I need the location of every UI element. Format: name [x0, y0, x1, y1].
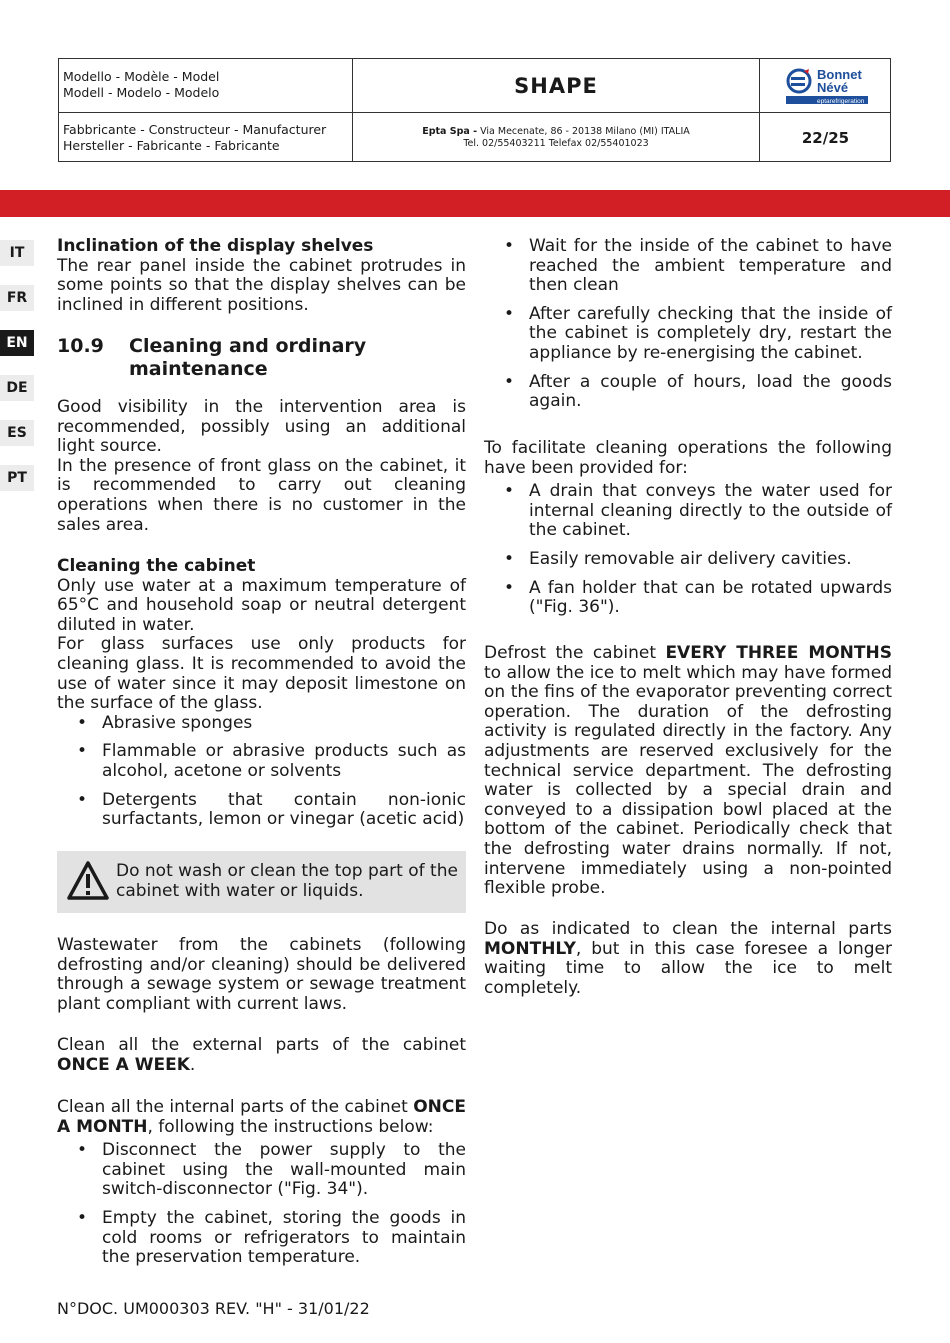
- intro-text: [57, 398, 466, 535]
- internal-text: Clean all the internal parts of the cabinet: [57, 1097, 414, 1117]
- list-item: • Wait for the inside of the cabinet to have reached the ambient temperature and then clean: [484, 237, 892, 296]
- company-address: Via Mecenate, 86 - 20138 Milano (MI) ITALIA: [480, 125, 690, 137]
- model-label: [63, 69, 219, 101]
- bonnet-neve-logo-icon: [760, 59, 891, 112]
- external-frequency: ONCE A WEEK: [57, 1054, 190, 1075]
- document-header: [58, 58, 891, 162]
- list-item: • Flammable or abrasive products such as alcohol, acetone or solvents: [57, 742, 466, 781]
- warning-icon: [66, 860, 110, 902]
- wastewater-text: Wastewater from the cabinets (following defrosting and/or cleaning) should be delivered through a sewage system or sewage treatment plant compliant with current laws.: [57, 935, 466, 1014]
- document-footer: N°DOC. UM000303 REV. "H" - 31/01/22: [57, 1299, 370, 1318]
- internal-frequency: ONCE A MONTH: [57, 1097, 466, 1137]
- company-contacts: Tel. 02/55403211 Telefax 02/55401023: [463, 137, 649, 149]
- cleaning-cabinet-section: [57, 557, 466, 830]
- cleaning-heading: Cleaning the cabinet: [57, 556, 256, 576]
- list-item: • Empty the cabinet, storing the goods in cold rooms or refrigerators to maintain the preservation temperature.: [57, 1209, 466, 1268]
- lang-tab-de[interactable]: DE: [0, 375, 34, 401]
- monthly-paragraph: [484, 920, 892, 998]
- model-name: SHAPE: [514, 73, 598, 98]
- manufacturer-label-line2: Hersteller - Fabricante - Fabricante: [63, 138, 280, 153]
- model-label-line1: Modello - Modèle - Model: [63, 69, 220, 84]
- monthly-text-end: , but in this case foresee a longer waiting time to allow the ice to melt completely.: [484, 938, 892, 998]
- list-item: • Abrasive sponges: [57, 714, 466, 734]
- front-glass-paragraph: In the presence of front glass on the cabinet, it is recommended to carry out cleaning operations when there is no customer in the sales area.: [57, 455, 466, 535]
- lang-tab-fr[interactable]: FR: [0, 285, 34, 311]
- section-number: 10.9: [57, 335, 104, 357]
- list-item: • After carefully checking that the inside of the cabinet is completely dry, restart the appliance by re-energising the cabinet.: [484, 305, 892, 364]
- section-heading: [57, 335, 466, 381]
- defrost-frequency: EVERY THREE MONTHS: [665, 643, 892, 663]
- svg-text:Névé: Névé: [817, 80, 849, 95]
- visibility-paragraph: Good visibility in the intervention area is recommended, possibly using an additional light source.: [57, 397, 466, 457]
- lang-tab-en[interactable]: EN: [0, 330, 34, 356]
- internal-steps-list: [57, 1141, 466, 1268]
- warning-text: Do not wash or clean the top part of the cabinet with water or liquids.: [116, 861, 458, 901]
- features-list: [484, 482, 892, 618]
- internal-cleaning-section: [57, 1098, 466, 1268]
- list-item: • Detergents that contain non-ionic surfactants, lemon or vinegar (acetic acid): [57, 791, 466, 830]
- monthly-text: Do as indicated to clean the internal parts: [484, 919, 892, 939]
- facilitate-section: [484, 439, 892, 618]
- external-text: Clean all the external parts of the cabinet: [57, 1035, 466, 1055]
- warning-box: [57, 851, 466, 913]
- external-cleaning-paragraph: [57, 1036, 466, 1075]
- glass-paragraph: For glass surfaces use only products for cleaning glass. It is recommended to avoid the use of water since it may deposit limestone on the surface of the glass.: [57, 634, 466, 714]
- company-name: Epta Spa -: [422, 125, 478, 137]
- manufacturer-label-line1: Fabbricante - Constructeur - Manufacturer: [63, 122, 327, 137]
- monthly-frequency: MONTHLY: [484, 938, 576, 959]
- lang-tab-es[interactable]: ES: [0, 420, 34, 446]
- manufacturer-label: [63, 122, 326, 154]
- wastewater-paragraph: [57, 936, 466, 1014]
- list-item: • Easily removable air delivery cavities.: [484, 550, 892, 570]
- manufacturer-info: [353, 113, 759, 162]
- avoid-list: [57, 714, 466, 830]
- inclination-heading: Inclination of the display shelves: [57, 236, 374, 256]
- lang-tab-pt[interactable]: PT: [0, 465, 34, 491]
- red-banner: [0, 190, 950, 217]
- left-column: [57, 237, 466, 315]
- defrost-paragraph: [484, 644, 892, 899]
- model-label-line2: Modell - Modelo - Modelo: [63, 85, 220, 100]
- section-title-line2: maintenance: [129, 358, 268, 380]
- internal-text-end: , following the instructions below:: [147, 1116, 434, 1137]
- list-item: • After a couple of hours, load the goods again.: [484, 373, 892, 412]
- external-text-end: .: [189, 1054, 196, 1075]
- inclination-text: The rear panel inside the cabinet protrudes in some points so that the display shelves can be inclined in different positions.: [57, 255, 466, 315]
- water-paragraph: Only use water at a maximum temperature of 65°C and household soap or neutral detergent diluted in water.: [57, 575, 466, 635]
- page-number: 22/25: [801, 128, 850, 147]
- brand-logo: [760, 59, 891, 112]
- svg-text:eptarefrigeration: eptarefrigeration: [817, 98, 865, 105]
- lang-tab-it[interactable]: IT: [0, 240, 34, 266]
- list-item: • A drain that conveys the water used for internal cleaning directly to the outside of the cabinet.: [484, 482, 892, 541]
- facilitate-text: To facilitate cleaning operations the following have been provided for:: [484, 438, 892, 478]
- defrost-text: Defrost the cabinet: [484, 643, 666, 663]
- steps-list: [484, 237, 892, 412]
- svg-text:Bonnet: Bonnet: [817, 67, 862, 82]
- defrost-text-end: to allow the ice to melt which may have formed on the fins of the evaporator preventing correct operation. The duration of the defrosting activity is regulated directly in the factory. Any adjustments are reserved exclusively for the technical service department. The defrosting water is collected by a special drain and conveyed to a dissipation bowl placed at the bottom of the cabinet. Periodically check that the defrosting water drains normally. If not, intervene immediately using a non-pointed flexible probe.: [484, 662, 892, 899]
- list-item: • A fan holder that can be rotated upwards ("Fig. 36").: [484, 579, 892, 618]
- right-steps: [484, 237, 892, 412]
- list-item: • Disconnect the power supply to the cabinet using the wall-mounted main switch-disconnector ("Fig. 34").: [57, 1141, 466, 1200]
- section-title-line1: Cleaning and ordinary: [129, 335, 367, 357]
